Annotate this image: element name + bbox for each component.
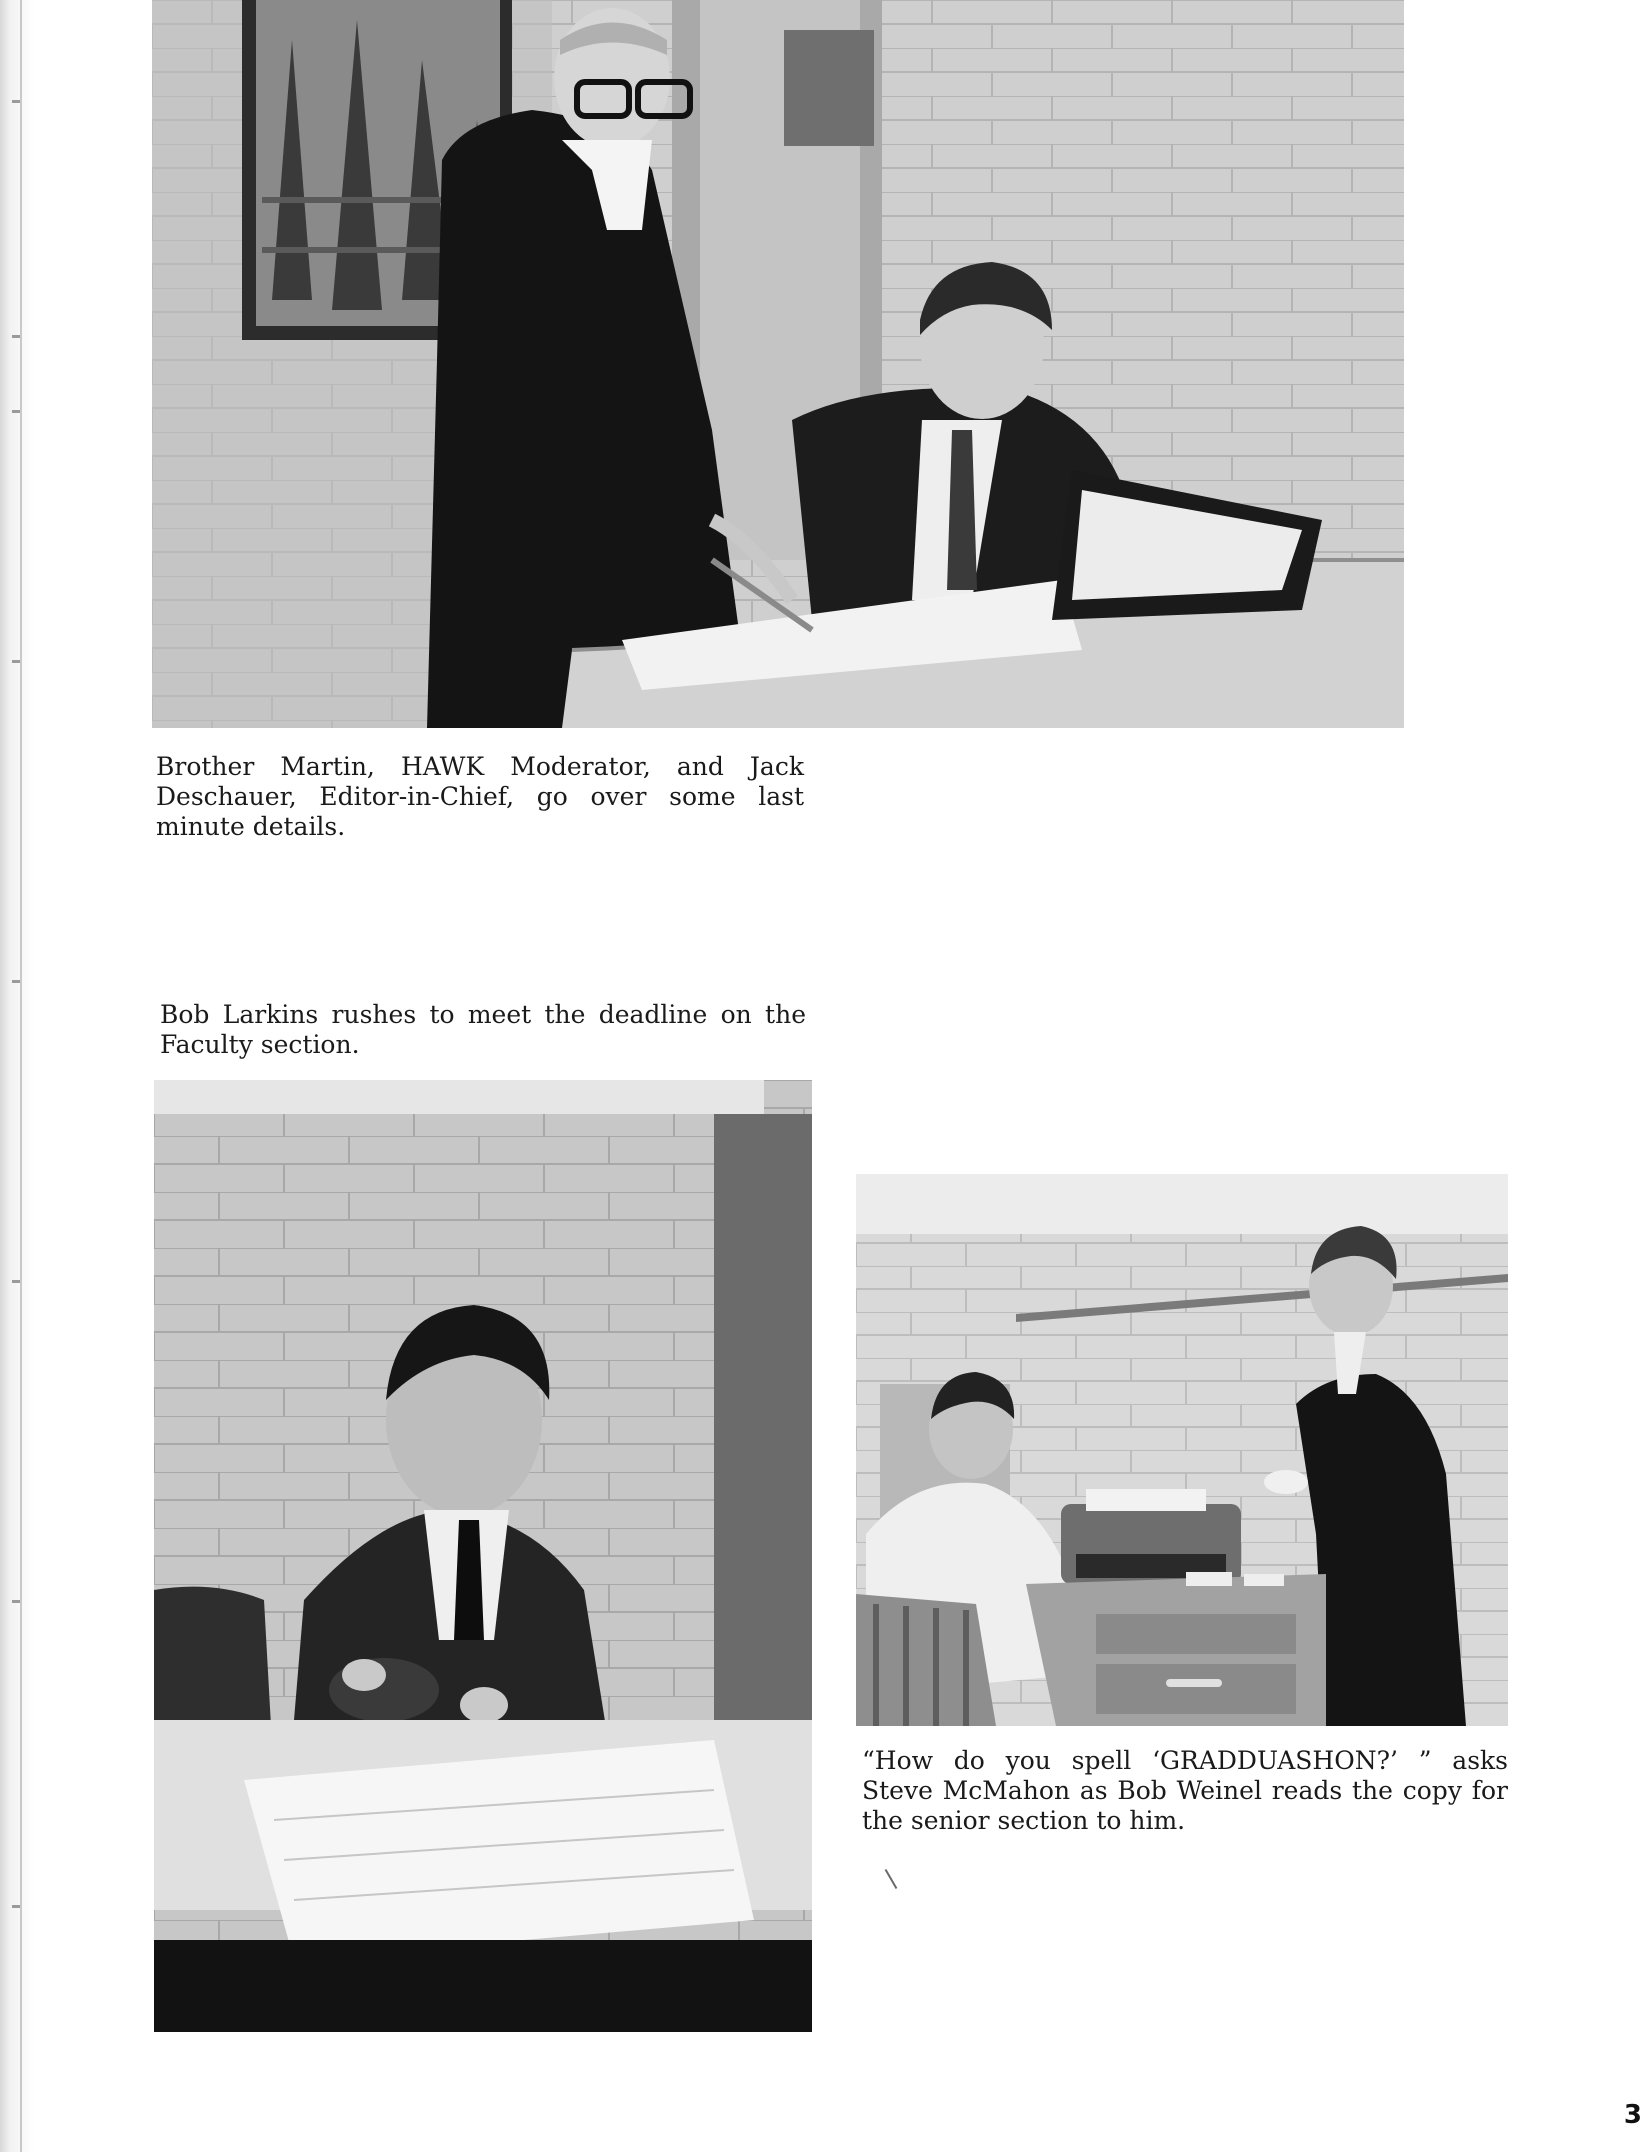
photo-moderator-and-editor <box>152 0 1404 728</box>
binding-mark <box>12 335 20 338</box>
page-binding-edge <box>0 0 34 2152</box>
page-number: 3 <box>1623 2100 1642 2130</box>
stray-mark <box>885 1869 898 1889</box>
binding-mark <box>12 1905 20 1908</box>
binding-mark <box>12 660 20 663</box>
binding-mark <box>12 1280 20 1283</box>
binding-mark <box>12 410 20 413</box>
binding-mark <box>12 100 20 103</box>
caption-bob-larkins: Bob Larkins rushes to meet the deadline on the Faculty section. <box>160 1000 806 1059</box>
caption-typewriter-scene: “How do you spell ‘GRADDUASHON?’ ” asks Steve McMahon as Bob Weinel reads the copy for the senior section to him. <box>862 1746 1508 1835</box>
photo-steve-mcmahon-and-bob-weinel <box>856 1174 1508 1726</box>
photo-bob-larkins <box>154 1080 812 2032</box>
binding-line <box>20 0 22 2152</box>
caption-moderator-and-editor: Brother Martin, HAWK Moderator, and Jack Deschauer, Editor-in-Chief, go over some last minute details. <box>156 752 804 841</box>
binding-mark <box>12 980 20 983</box>
binding-mark <box>12 1600 20 1603</box>
